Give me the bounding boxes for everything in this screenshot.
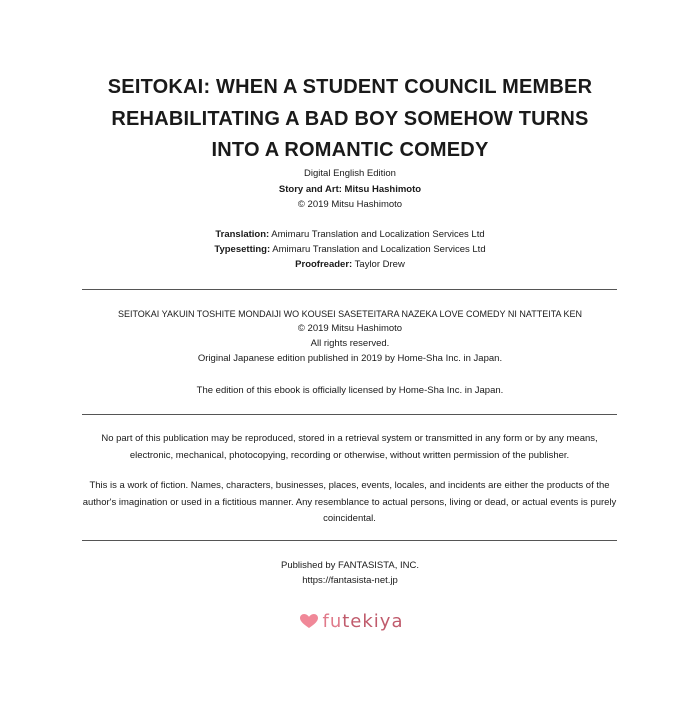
futekiya-logo [296, 609, 406, 633]
credit-translation-value: Amimaru Translation and Localization Services Ltd [269, 229, 485, 240]
book-title-line-2: REHABILITATING A BAD BOY SOMEHOW TURNS [111, 107, 589, 130]
credit-proofreader-label: Proofreader: [295, 259, 353, 270]
book-title [40, 72, 660, 167]
license-statement: The edition of this ebook is officially licensed by Home-Sha Inc. in Japan. [196, 385, 504, 396]
edition-label: Digital English Edition [304, 168, 396, 179]
divider-1 [82, 289, 617, 290]
story-art-label: Story and Art: [278, 184, 342, 195]
credit-typesetting-value: Amimaru Translation and Localization Services Ltd [270, 244, 486, 255]
heart-icon [299, 613, 319, 629]
book-title-line-1: SEITOKAI: WHEN A STUDENT COUNCIL MEMBER [107, 76, 593, 98]
story-art-credit [40, 182, 660, 198]
credit-translation-label: Translation: [215, 229, 270, 240]
book-title-line-3: INTO A ROMANTIC COMEDY [211, 139, 489, 161]
fiction-disclaimer: This is a work of fiction. Names, characters, businesses, places, events, locales, and incidents are either the products of the author's imagination or used in a fictitious manner. Any resemblance to actual persons, living or dead, or actual events is purely coincidental. [82, 480, 617, 524]
story-art-value: Mitsu Hashimoto [341, 184, 422, 195]
original-title: SEITOKAI YAKUIN TOSHITE MONDAIJI WO KOUSEI SASETEITARA NAZEKA LOVE COMEDY NI NATTEITA KEN [117, 309, 583, 319]
original-copyright: © 2019 Mitsu Hashimoto [297, 323, 403, 334]
logo-wordmark [323, 611, 404, 632]
publisher-url: https://fantasista-net.jp [302, 575, 398, 586]
reproduction-notice: No part of this publication may be reproduced, stored in a retrieval system or transmitted in any form or by any means, electronic, mechanical, photocopying, recording or otherwise, without written permission of the publisher. [101, 433, 598, 461]
divider-2 [82, 414, 617, 415]
credit-proofreader-value: Taylor Drew [352, 259, 405, 270]
credit-proofreader [40, 257, 660, 273]
logo-wordmark-part-1: fu [322, 610, 343, 632]
copyright-english: © 2019 Mitsu Hashimoto [297, 199, 403, 210]
rights-reserved: All rights reserved. [310, 338, 390, 349]
logo-wordmark-part-2: tekiya [342, 610, 404, 632]
credit-translation [40, 227, 660, 243]
divider-3 [82, 540, 617, 541]
credit-typesetting-label: Typesetting: [214, 244, 271, 255]
credit-typesetting [40, 242, 660, 258]
original-published: Original Japanese edition published in 2019 by Home-Sha Inc. in Japan. [197, 353, 503, 364]
publisher-line: Published by FANTASISTA, INC. [281, 560, 419, 571]
